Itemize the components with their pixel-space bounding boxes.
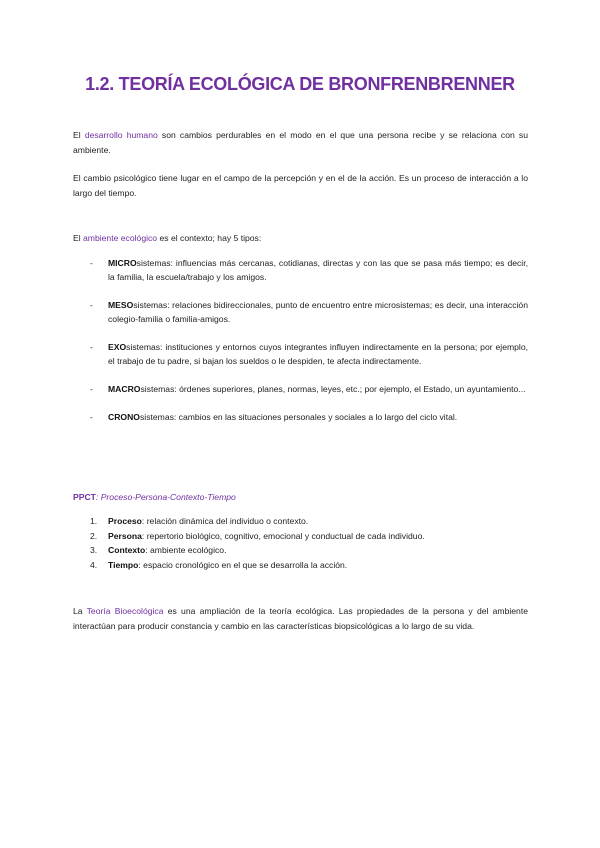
list-item (90, 382, 528, 396)
list-item (90, 514, 528, 529)
sistemas-list (90, 256, 528, 438)
intro-paragraph-1 (73, 128, 528, 157)
list-item (90, 340, 528, 368)
ambiente-intro (73, 231, 528, 246)
item-text: sistemas: relaciones bidireccionales, punto de encuentro entre microsistemas; es decir, una interacción colegio-familia o familia-amigos. (108, 300, 528, 324)
item-text: sistemas: órdenes superiores, planes, normas, leyes, etc.; por ejemplo, el Estado, un ayuntamiento... (140, 384, 526, 394)
page-title: 1.2. TEORÍA ECOLÓGICA DE BRONFRENBRENNER (85, 74, 515, 94)
term-ambiente-ecologico: ambiente ecológico (83, 233, 158, 243)
item-text: : ambiente ecológico. (145, 545, 227, 556)
intro-p1-post: son cambios perdurables en el modo en el que una persona recibe y se relaciona con su ambiente. (73, 130, 528, 155)
item-term: Contexto (108, 545, 146, 556)
ambiente-pre: El (73, 233, 84, 243)
item-number: 1. (90, 516, 98, 526)
dash-bullet: - (90, 258, 93, 268)
dash-bullet: - (90, 342, 93, 352)
item-text: : relación dinámica del individuo o contexto. (141, 516, 309, 526)
item-number: 2. (90, 530, 98, 541)
item-text: sistemas: cambios en las situaciones personales y sociales a lo largo del ciclo vital. (140, 412, 458, 422)
item-number: 4. (90, 559, 98, 570)
item-text: : espacio cronológico en el que se desarrolla la acción. (138, 559, 348, 570)
list-item (90, 410, 528, 424)
item-term: Tiempo (108, 559, 139, 570)
list-item (90, 529, 528, 544)
list-item (90, 298, 528, 326)
item-prefix: EXO (108, 342, 127, 352)
ppct-abbr: PPCT (73, 492, 96, 502)
item-number: 3. (90, 545, 98, 556)
ppct-heading (73, 490, 528, 505)
item-term: Proceso (108, 516, 142, 526)
intro-p1-pre: El (73, 130, 85, 140)
list-item (90, 543, 528, 558)
item-text: sistemas: instituciones y entornos cuyos integrantes influyen indirectamente en la persona; por ejemplo, el trabajo de tu padre, si bajan los sueldos o le despiden, te afecta indirectamente. (108, 342, 528, 366)
item-prefix: CRONO (108, 412, 140, 422)
item-prefix: MESO (108, 300, 134, 310)
bioeco-post: es una ampliación de la teoría ecológica. Las propiedades de la persona y del ambiente interactúan para producir constancia y cambio en las características biopsicológicas a lo largo de su vida. (73, 606, 528, 631)
intro-paragraph-2: El cambio psicológico tiene lugar en el campo de la percepción y en el de la acción. Es un proceso de interacción a lo largo del tiempo. (73, 173, 528, 198)
item-prefix: MICRO (108, 258, 137, 268)
dash-bullet: - (90, 384, 93, 394)
item-prefix: MACRO (108, 384, 141, 394)
item-term: Persona (108, 530, 142, 541)
term-desarrollo-humano: desarrollo humano (84, 130, 158, 140)
ppct-rest: : Proceso-Persona-Contexto-Tiempo (95, 492, 236, 502)
term-teoria-bioecologica: Teoría Bioecológica (86, 606, 164, 616)
bioeco-pre: La (73, 606, 87, 616)
ppct-list (90, 514, 528, 572)
list-item (90, 256, 528, 284)
ambiente-post: es el contexto; hay 5 tipos: (157, 233, 262, 243)
item-text: sistemas: influencias más cercanas, cotidianas, directas y con las que se pasa más tiempo; es decir, la familia, la escuela/trabajo y los amigos. (108, 258, 528, 282)
list-item (90, 558, 528, 573)
bioecologica-paragraph (73, 604, 528, 633)
dash-bullet: - (90, 300, 93, 310)
item-text: : repertorio biológico, cognitivo, emocional y conductual de cada individuo. (141, 530, 425, 541)
dash-bullet: - (90, 412, 93, 422)
